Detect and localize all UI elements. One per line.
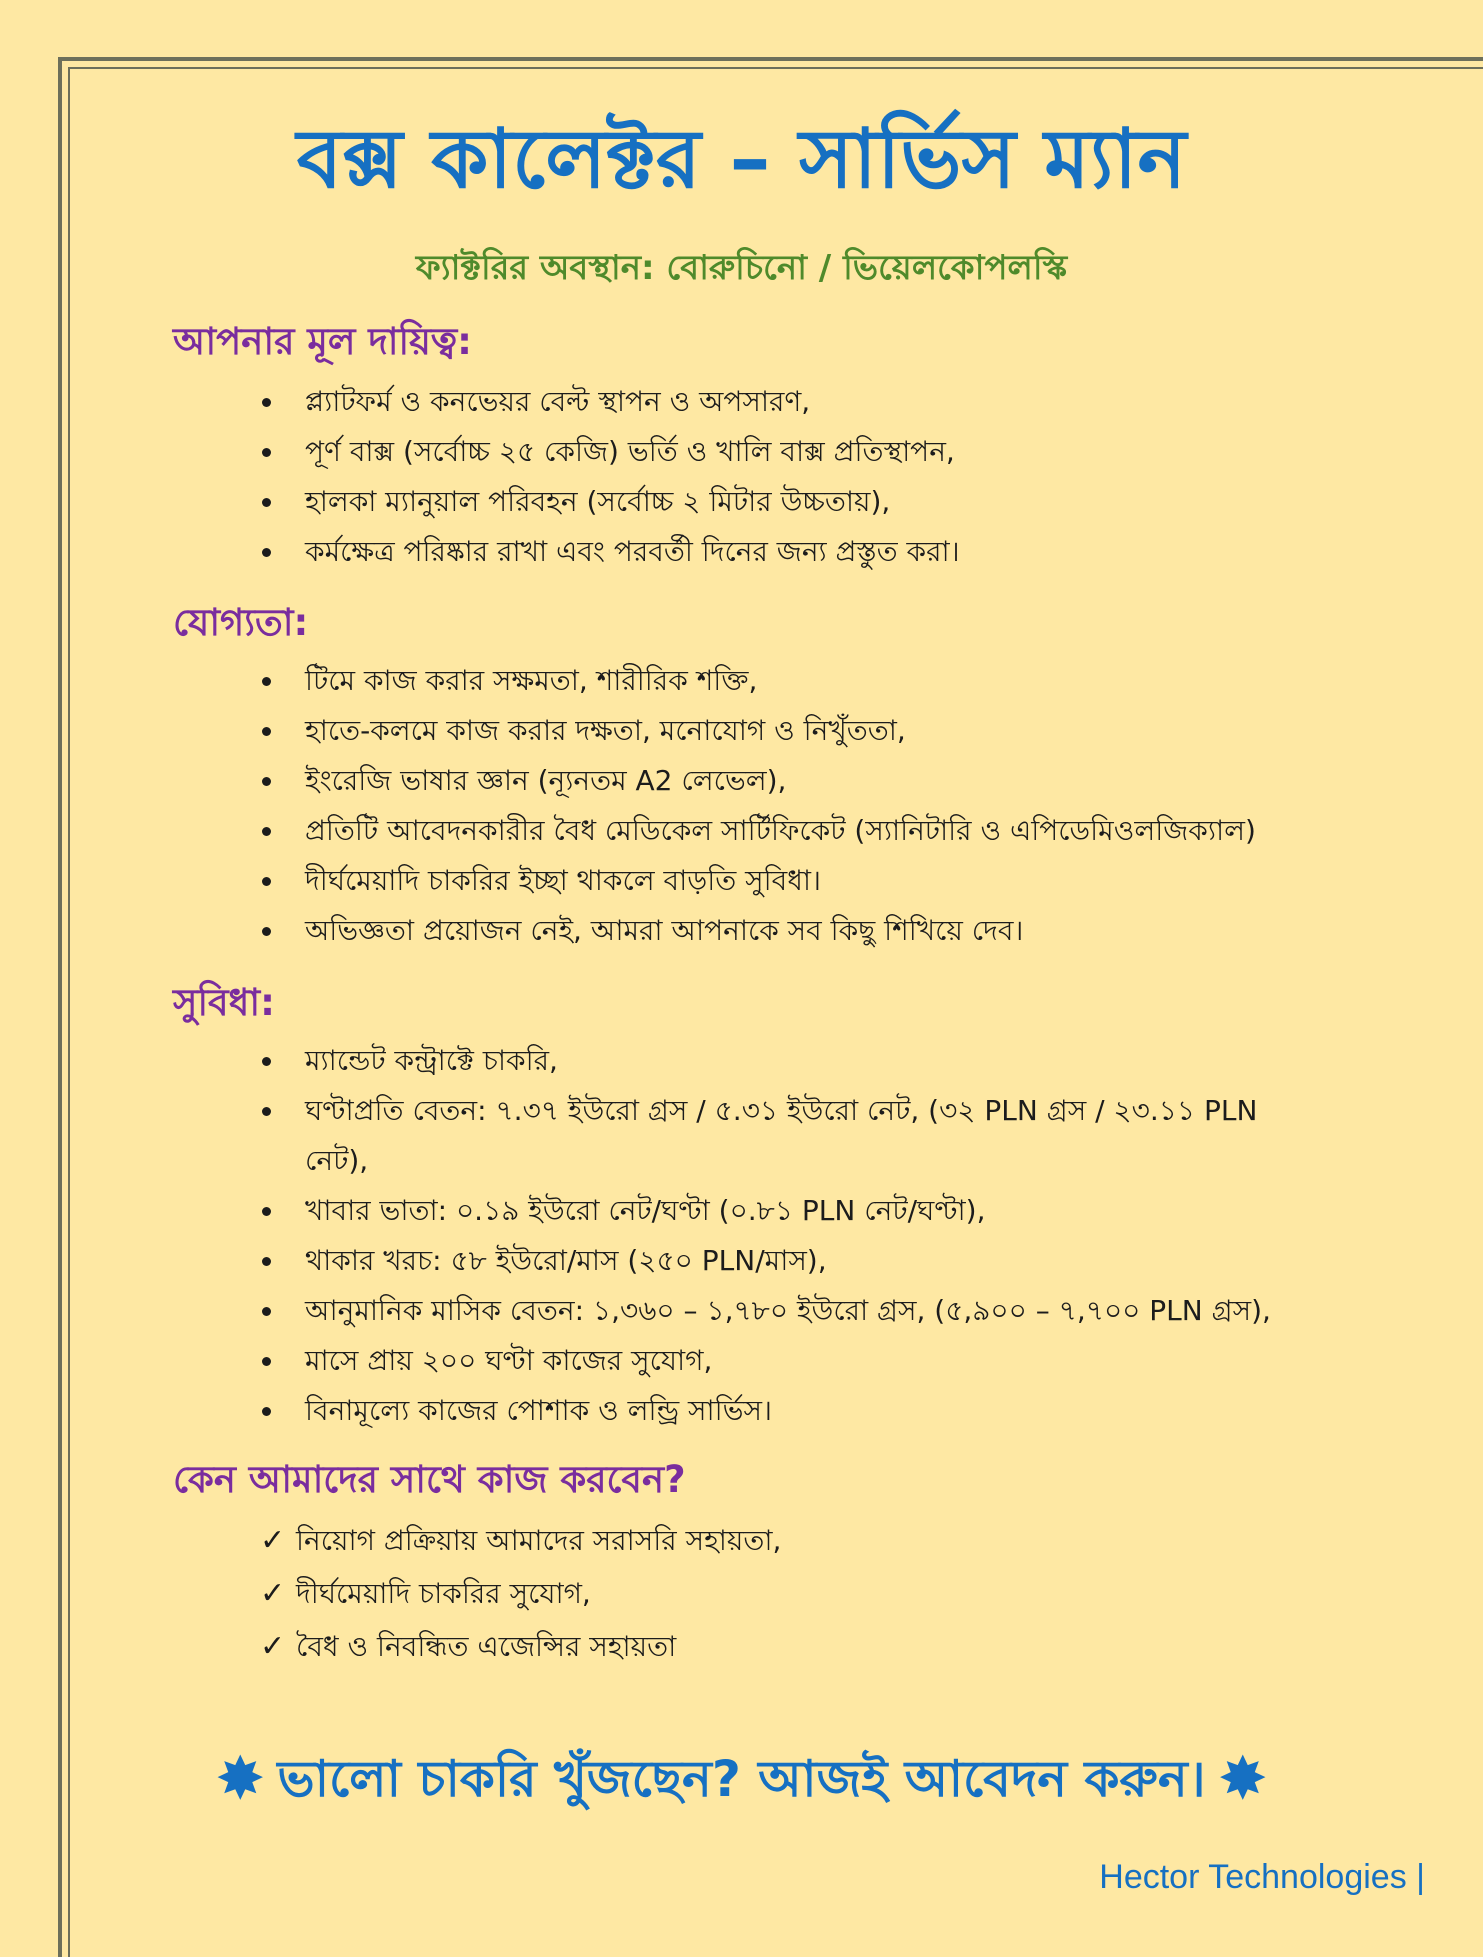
list-item [260, 527, 1300, 577]
responsibilities-heading: আপনার মূল দায়িত্ব: [173, 320, 472, 363]
bullet-dot [262, 927, 271, 936]
list-item-text: প্ল্যাটফর্ম ও কনভেয়র বেল্ট স্থাপন ও অপসারণ, [305, 385, 811, 418]
why-us-list [260, 1514, 1260, 1673]
list-item-text: আনুমানিক মাসিক বেতন: ১,৩৬০ – ১,৭৮০ ইউরো গ্রস, (৫,৯০০ – ৭,৭০০ PLN গ্রস), [305, 1294, 1271, 1327]
list-item [260, 806, 1300, 856]
check-mark-icon: ✓ [260, 1629, 286, 1664]
list-item [260, 1567, 1260, 1620]
check-mark-icon: ✓ [260, 1523, 286, 1558]
bullet-dot [262, 1257, 271, 1266]
list-item [260, 1186, 1300, 1236]
list-item-text: হালকা ম্যানুয়াল পরিবহন (সর্বোচ্চ ২ মিটার উচ্চতায়), [305, 485, 891, 518]
bullet-dot [262, 498, 271, 507]
list-item-text: বৈধ ও নিবন্ধিত এজেন্সির সহায়তা [296, 1630, 677, 1663]
bullet-dot [262, 1407, 271, 1416]
bullet-dot [262, 877, 271, 886]
bullet-dot [262, 398, 271, 407]
list-item-text: থাকার খরচ: ৫৮ ইউরো/মাস (২৫০ PLN/মাস), [305, 1244, 827, 1277]
bullet-dot [262, 1057, 271, 1066]
star-burst-icon: ✸ [1217, 1743, 1268, 1814]
qualifications-list [260, 656, 1300, 956]
bullet-dot [262, 1357, 271, 1366]
list-item-text: দীর্ঘমেয়াদি চাকরির ইচ্ছা থাকলে বাড়তি সুবিধা। [305, 864, 822, 897]
call-to-action [0, 1735, 1483, 1819]
qualifications-heading: যোগ্যতা: [173, 601, 309, 644]
list-item [260, 1514, 1260, 1567]
bullet-dot [262, 1307, 271, 1316]
bullet-dot [262, 777, 271, 786]
brand-name: Hector Technologies | [1099, 1858, 1425, 1896]
list-item-text: ইংরেজি ভাষার জ্ঞান (ন্যূনতম A2 লেভেল), [305, 764, 787, 797]
list-item-text: দীর্ঘমেয়াদি চাকরির সুযোগ, [296, 1577, 591, 1610]
page-title: বক্স কালেক্টর – সার্ভিস ম্যান [296, 112, 1187, 207]
why-us-heading: কেন আমাদের সাথে কাজ করবেন? [173, 1458, 686, 1501]
list-item [260, 656, 1300, 706]
list-item [260, 1620, 1260, 1673]
list-item [260, 1236, 1300, 1286]
list-item [260, 1336, 1300, 1386]
list-item [260, 906, 1300, 956]
list-item-text: খাবার ভাতা: ০.১৯ ইউরো নেট/ঘণ্টা (০.৮১ PLN নেট/ঘণ্টা), [305, 1194, 986, 1227]
call-to-action-text: ভালো চাকরি খুঁজছেন? আজই আবেদন করুন। [277, 1749, 1206, 1808]
list-item-text: হাতে-কলমে কাজ করার দক্ষতা, মনোযোগ ও নিখুঁততা, [305, 714, 906, 747]
bullet-dot [262, 448, 271, 457]
bullet-dot [262, 727, 271, 736]
check-mark-icon: ✓ [260, 1576, 286, 1611]
benefits-list [260, 1036, 1300, 1436]
list-item [260, 1036, 1300, 1086]
list-item [260, 1286, 1300, 1336]
list-item-text: টিমে কাজ করার সক্ষমতা, শারীরিক শক্তি, [305, 664, 758, 697]
bullet-dot [262, 677, 271, 686]
responsibilities-list [260, 377, 1300, 577]
list-item-text: বিনামূল্যে কাজের পোশাক ও লন্ড্রি সার্ভিস। [305, 1394, 773, 1427]
bullet-dot [262, 548, 271, 557]
list-item [260, 427, 1300, 477]
factory-location: ফ্যাক্টরির অবস্থান: বোরুচিনো / ভিয়েলকোপলস্কি [415, 248, 1068, 288]
benefits-heading: সুবিধা: [173, 981, 275, 1024]
list-item [260, 756, 1300, 806]
list-item [260, 477, 1300, 527]
bullet-dot [262, 1207, 271, 1216]
bullet-dot [262, 827, 271, 836]
list-item [260, 1386, 1300, 1436]
list-item [260, 856, 1300, 906]
list-item [260, 377, 1300, 427]
list-item-text: মাসে প্রায় ২০০ ঘণ্টা কাজের সুযোগ, [305, 1344, 713, 1377]
list-item-text: অভিজ্ঞতা প্রয়োজন নেই, আমরা আপনাকে সব কিছু শিখিয়ে দেব। [305, 914, 1024, 947]
list-item [260, 706, 1300, 756]
star-burst-icon: ✸ [215, 1743, 266, 1814]
list-item-text: প্রতিটি আবেদনকারীর বৈধ মেডিকেল সার্টিফিকেট (স্যানিটারি ও এপিডেমিওলজিক্যাল) [305, 814, 1256, 847]
list-item-text: কর্মক্ষেত্র পরিষ্কার রাখা এবং পরবর্তী দিনের জন্য প্রস্তুত করা। [305, 535, 960, 568]
list-item-text: ম্যান্ডেট কন্ট্রাক্টে চাকরি, [305, 1044, 558, 1077]
list-item [260, 1086, 1300, 1186]
bullet-dot [262, 1107, 271, 1116]
list-item-text: নিয়োগ প্রক্রিয়ায় আমাদের সরাসরি সহায়তা, [296, 1524, 782, 1557]
list-item-text: পূর্ণ বাক্স (সর্বোচ্চ ২৫ কেজি) ভর্তি ও খালি বাক্স প্রতিস্থাপন, [305, 435, 955, 468]
list-item-text: ঘণ্টাপ্রতি বেতন: ৭.৩৭ ইউরো গ্রস / ৫.৩১ ইউরো নেট, (৩২ PLN গ্রস / ২৩.১১ PLN নেট), [305, 1094, 1258, 1177]
